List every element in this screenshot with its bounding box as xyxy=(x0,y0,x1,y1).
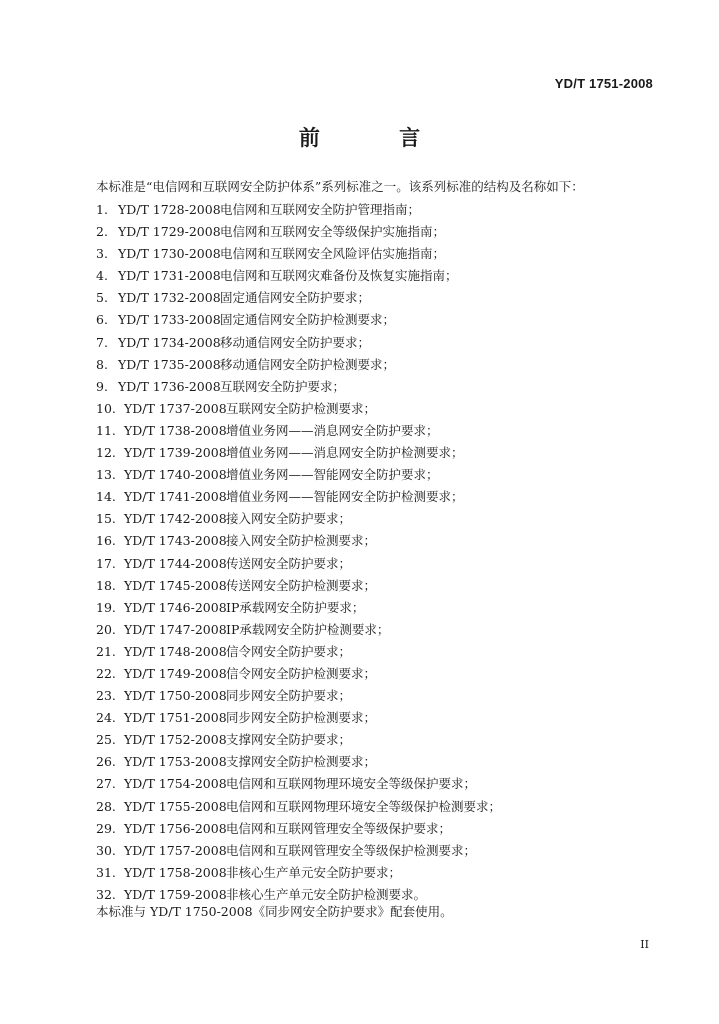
list-item xyxy=(96,840,501,862)
standard-name: 非核心生产单元安全防护检测要求。 xyxy=(226,886,427,902)
list-item xyxy=(96,442,501,464)
standard-code: YD/T 1742-2008 xyxy=(124,511,227,527)
standard-code: YD/T 1732-2008 xyxy=(118,290,221,306)
item-number: 27. xyxy=(96,776,116,792)
list-item xyxy=(96,597,501,619)
standard-name: 电信网和互联网安全等级保护实施指南； xyxy=(220,224,446,240)
standard-name: 增值业务网——消息网安全防护要求； xyxy=(226,422,439,438)
standard-code: YD/T 1754-2008 xyxy=(124,776,227,792)
page-number: II xyxy=(640,938,649,951)
standard-code: YD/T 1729-2008 xyxy=(118,224,221,240)
standard-code: YD/T 1736-2008 xyxy=(118,378,221,394)
standard-code: YD/T 1755-2008 xyxy=(124,798,227,814)
list-item xyxy=(96,641,501,663)
item-number: 10. xyxy=(96,400,116,416)
list-item xyxy=(96,243,501,265)
standard-name: 同步网安全防护检测要求； xyxy=(226,710,377,726)
standard-name: 传送网安全防护要求； xyxy=(226,555,352,571)
item-number: 28. xyxy=(96,798,116,814)
list-item xyxy=(96,508,501,530)
standard-name: 固定通信网安全防护要求； xyxy=(220,290,371,306)
item-number: 8. xyxy=(96,356,108,372)
standard-name: 增值业务网——智能网安全防护要求； xyxy=(226,467,439,483)
item-number: 16. xyxy=(96,533,116,549)
item-number: 25. xyxy=(96,732,116,748)
standard-code: YD/T 1744-2008 xyxy=(124,555,227,571)
standard-name: 电信网和互联网灾难备份及恢复实施指南； xyxy=(220,268,458,284)
standard-name: IP承载网安全防护要求； xyxy=(226,599,365,615)
list-item xyxy=(96,376,501,398)
standard-code: YD/T 1746-2008 xyxy=(124,599,227,615)
list-item xyxy=(96,287,501,309)
standard-name: 电信网和互联网物理环境安全等级保护检测要求； xyxy=(226,798,502,814)
item-number: 11. xyxy=(96,422,116,438)
standard-name: 增值业务网——消息网安全防护检测要求； xyxy=(226,445,464,461)
standard-code: YD/T 1735-2008 xyxy=(118,356,221,372)
item-number: 2. xyxy=(96,224,108,240)
standard-name: 信令网安全防护要求； xyxy=(226,643,352,659)
standard-name: 信令网安全防护检测要求； xyxy=(226,665,377,681)
list-item xyxy=(96,309,501,331)
standard-code: YD/T 1751-2008 xyxy=(124,710,227,726)
standard-name: 支撑网安全防护检测要求； xyxy=(226,754,377,770)
standard-name: 接入网安全防护要求； xyxy=(226,511,352,527)
standard-name: IP承载网安全防护检测要求； xyxy=(226,621,390,637)
standard-name: 移动通信网安全防护检测要求； xyxy=(220,356,396,372)
document-code-header: YD/T 1751-2008 xyxy=(554,76,653,91)
item-number: 14. xyxy=(96,489,116,505)
standard-code: YD/T 1750-2008 xyxy=(124,688,227,704)
standard-code: YD/T 1730-2008 xyxy=(118,246,221,262)
standard-code: YD/T 1731-2008 xyxy=(118,268,221,284)
standard-name: 互联网安全防护检测要求； xyxy=(226,400,377,416)
standard-code: YD/T 1728-2008 xyxy=(118,202,221,217)
standard-name: 电信网和互联网管理安全等级保护要求； xyxy=(226,820,452,836)
item-number: 3. xyxy=(96,246,108,262)
item-number: 6. xyxy=(96,312,108,328)
item-number: 31. xyxy=(96,864,116,880)
item-number: 7. xyxy=(96,334,108,350)
item-number: 22. xyxy=(96,665,116,681)
page-title: 前 言 xyxy=(298,125,457,150)
standard-name: 电信网和互联网安全防护管理指南； xyxy=(220,202,421,217)
list-item xyxy=(96,420,501,442)
item-number: 24. xyxy=(96,710,116,726)
list-item xyxy=(96,818,501,840)
list-item xyxy=(96,553,501,575)
standard-name: 传送网安全防护检测要求； xyxy=(226,577,377,593)
standard-name: 接入网安全防护检测要求； xyxy=(226,533,377,549)
list-item xyxy=(96,796,501,818)
standard-name: 非核心生产单元安全防护要求； xyxy=(226,864,402,880)
standard-code: YD/T 1749-2008 xyxy=(124,665,227,681)
standard-code: YD/T 1740-2008 xyxy=(124,467,227,483)
item-number: 19. xyxy=(96,599,116,615)
standard-code: YD/T 1752-2008 xyxy=(124,732,227,748)
item-number: 5. xyxy=(96,290,108,306)
intro-paragraph: 本标准是“电信网和互联网安全防护体系”系列标准之一。该系列标准的结构及名称如下： xyxy=(96,179,584,194)
list-item xyxy=(96,265,501,287)
closing-paragraph: 本标准与 YD/T 1750-2008《同步网安全防护要求》配套使用。 xyxy=(96,904,453,919)
item-number: 26. xyxy=(96,754,116,770)
standard-code: YD/T 1737-2008 xyxy=(124,400,227,416)
standard-name: 电信网和互联网管理安全等级保护检测要求； xyxy=(226,842,477,858)
standard-name: 增值业务网——智能网安全防护检测要求； xyxy=(226,489,464,505)
item-number: 1. xyxy=(96,202,108,217)
item-number: 32. xyxy=(96,886,116,902)
standard-name: 固定通信网安全防护检测要求； xyxy=(220,312,396,328)
standard-code: YD/T 1739-2008 xyxy=(124,445,227,461)
list-item xyxy=(96,729,501,751)
standard-code: YD/T 1733-2008 xyxy=(118,312,221,328)
standard-name: 电信网和互联网物理环境安全等级保护要求； xyxy=(226,776,477,792)
item-number: 21. xyxy=(96,643,116,659)
standard-code: YD/T 1757-2008 xyxy=(124,842,227,858)
standard-code: YD/T 1734-2008 xyxy=(118,334,221,350)
item-number: 4. xyxy=(96,268,108,284)
standards-list xyxy=(96,199,501,906)
list-item xyxy=(96,486,501,508)
item-number: 15. xyxy=(96,511,116,527)
list-item xyxy=(96,199,501,221)
list-item xyxy=(96,354,501,376)
standard-name: 同步网安全防护要求； xyxy=(226,688,352,704)
item-number: 18. xyxy=(96,577,116,593)
standard-code: YD/T 1747-2008 xyxy=(124,621,227,637)
standard-code: YD/T 1743-2008 xyxy=(124,533,227,549)
item-number: 29. xyxy=(96,820,116,836)
list-item xyxy=(96,773,501,795)
list-item xyxy=(96,619,501,641)
standard-name: 互联网安全防护要求； xyxy=(220,378,346,394)
list-item xyxy=(96,862,501,884)
list-item xyxy=(96,685,501,707)
list-item xyxy=(96,530,501,552)
standard-name: 移动通信网安全防护要求； xyxy=(220,334,371,350)
list-item xyxy=(96,663,501,685)
standard-code: YD/T 1748-2008 xyxy=(124,643,227,659)
item-number: 12. xyxy=(96,445,116,461)
list-item xyxy=(96,464,501,486)
item-number: 9. xyxy=(96,378,108,394)
list-item xyxy=(96,575,501,597)
standard-code: YD/T 1738-2008 xyxy=(124,422,227,438)
list-item xyxy=(96,221,501,243)
list-item xyxy=(96,707,501,729)
item-number: 20. xyxy=(96,621,116,637)
item-number: 13. xyxy=(96,467,116,483)
standard-name: 电信网和互联网安全风险评估实施指南； xyxy=(220,246,446,262)
standard-code: YD/T 1756-2008 xyxy=(124,820,227,836)
standard-code: YD/T 1745-2008 xyxy=(124,577,227,593)
list-item xyxy=(96,398,501,420)
standard-code: YD/T 1741-2008 xyxy=(124,489,227,505)
item-number: 23. xyxy=(96,688,116,704)
item-number: 30. xyxy=(96,842,116,858)
standard-code: YD/T 1759-2008 xyxy=(124,886,227,902)
standard-code: YD/T 1758-2008 xyxy=(124,864,227,880)
item-number: 17. xyxy=(96,555,116,571)
standard-code: YD/T 1753-2008 xyxy=(124,754,227,770)
list-item xyxy=(96,332,501,354)
standard-name: 支撑网安全防护要求； xyxy=(226,732,352,748)
list-item xyxy=(96,751,501,773)
